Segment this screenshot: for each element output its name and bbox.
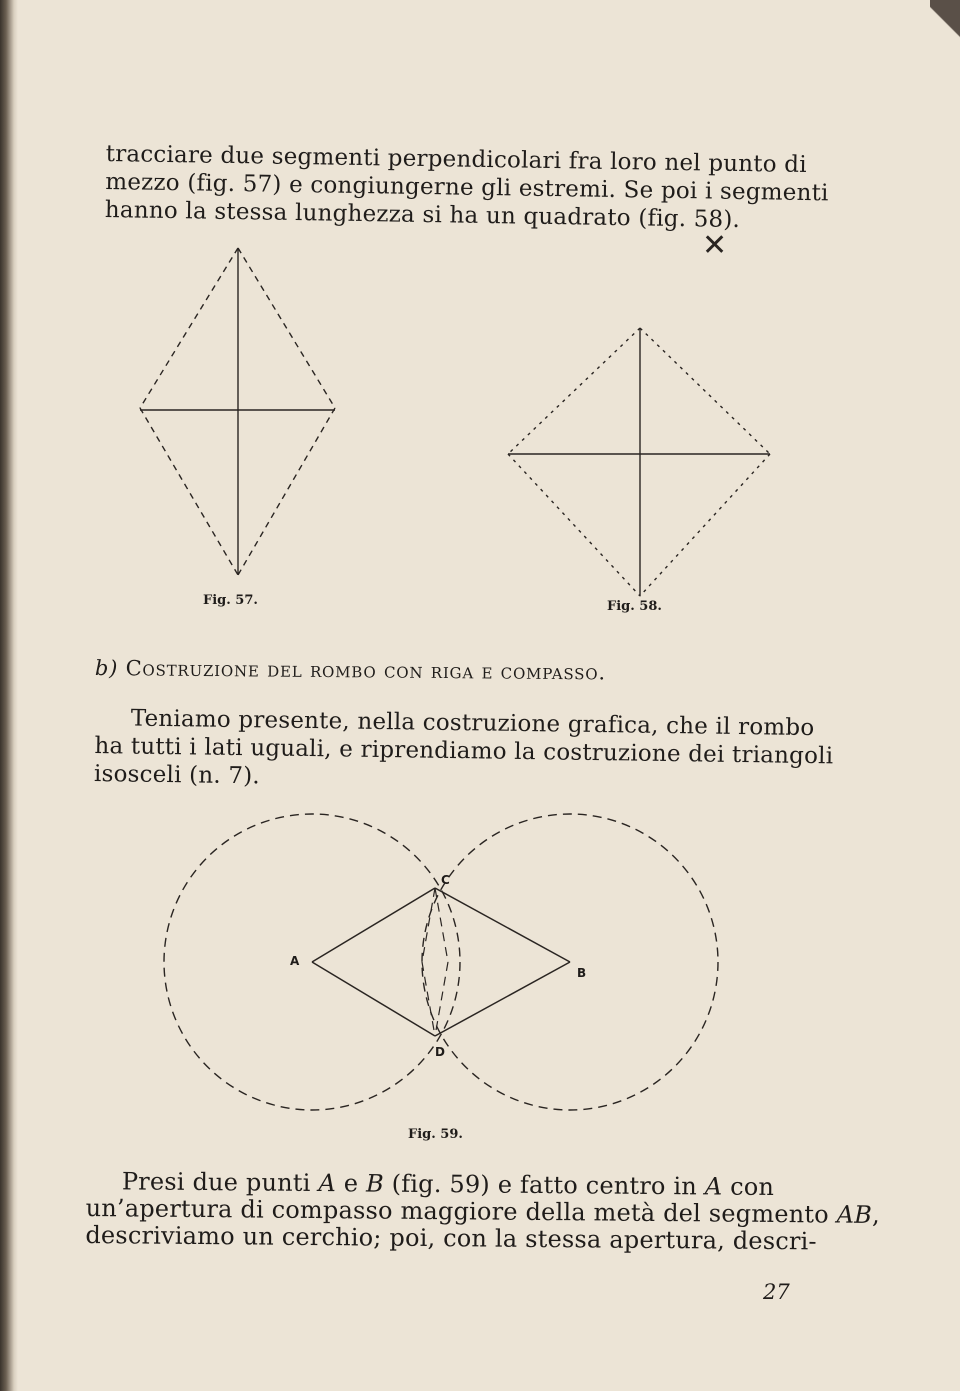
section-heading-label: b)	[94, 656, 119, 681]
paragraph-3-line: descriviamo un cerchio; poi, con la stessa apertura, descri-	[85, 1220, 817, 1256]
point-a-ref: A	[318, 1169, 337, 1198]
point-a-ref: A	[704, 1172, 723, 1201]
figure-57-caption: Fig. 57.	[203, 593, 258, 608]
text-run: e	[335, 1169, 367, 1198]
section-heading-text: Costruzione del rombo con riga e compasso.	[125, 656, 606, 685]
pencil-cross-mark: ✕	[702, 228, 728, 263]
text-run: un’apertura di compasso maggiore della metà del segmento	[85, 1193, 837, 1229]
paragraph-1-line: tracciare due segmenti perpendicolari fra loro nel punto di	[105, 140, 807, 179]
point-b-label: B	[577, 966, 587, 980]
text-run: (fig. 59) e fatto centro in	[383, 1169, 705, 1201]
figure-57-rhombus	[130, 240, 350, 590]
page-binding-edge	[0, 0, 18, 1391]
section-heading	[95, 656, 606, 684]
paragraph-2-line: isosceli (n. 7).	[93, 760, 261, 790]
figure-59-caption: Fig. 59.	[408, 1127, 463, 1142]
figure-58-diagonals	[508, 328, 770, 596]
paragraph-2-line: Teniamo presente, nella costruzione grafica, che il rombo	[130, 705, 815, 742]
paragraph-1-line: mezzo (fig. 57) e congiungerne gli estremi. Se poi i segmenti	[105, 168, 829, 207]
point-d-label: D	[435, 1045, 445, 1059]
figure-59-rhombus	[312, 888, 570, 1036]
point-a-label: A	[290, 954, 300, 968]
point-c-label: C	[441, 873, 450, 887]
paragraph-2-line: ha tutti i lati uguali, e riprendiamo la costruzione dei triangoli	[94, 732, 834, 770]
point-b-ref: B	[365, 1169, 384, 1198]
figure-58-sides	[508, 328, 770, 596]
figure-58-square	[500, 320, 780, 610]
segment-ab-ref: AB	[836, 1200, 873, 1229]
text-run: con	[722, 1172, 775, 1202]
paragraph-1	[105, 140, 830, 235]
text-run: ,	[871, 1200, 880, 1229]
figure-59-inner-arcs	[422, 888, 448, 1036]
page-number: 27	[763, 1280, 790, 1304]
figure-57-diagonals	[140, 248, 335, 575]
figure-58-caption: Fig. 58.	[607, 599, 662, 614]
figure-59-compass-construction	[150, 810, 750, 1120]
page-corner-fold	[930, 0, 960, 60]
paragraph-3	[85, 1168, 880, 1256]
paragraph-2	[94, 704, 834, 798]
text-run: Presi due punti	[121, 1167, 319, 1198]
paragraph-1-line: hanno la stessa lunghezza si ha un quadrato (fig. 58).	[104, 196, 741, 233]
